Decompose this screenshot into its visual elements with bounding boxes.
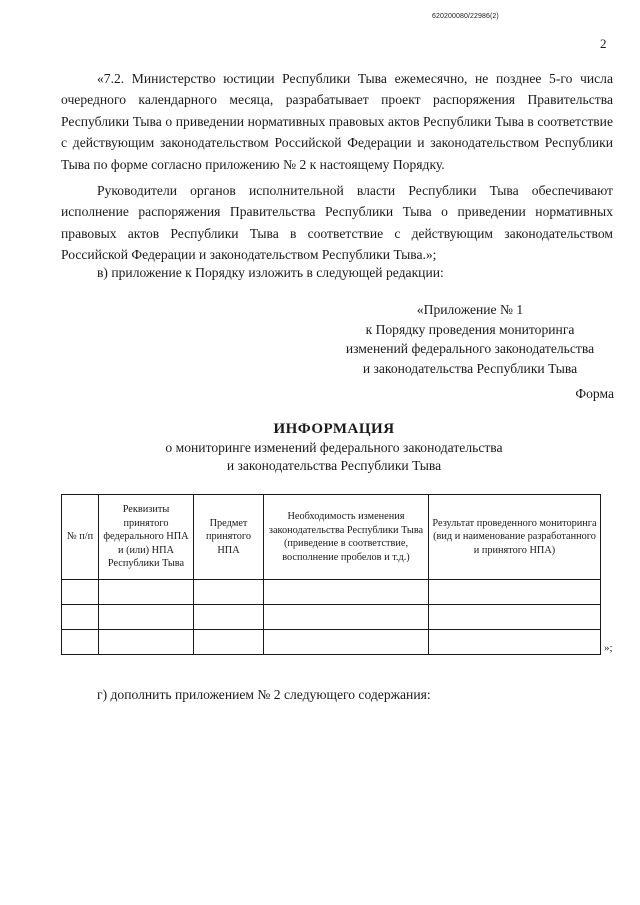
table-cell (264, 605, 429, 630)
annex-line: «Приложение № 1 (416, 302, 524, 317)
title-subline: и законодательства Республики Тыва (226, 458, 442, 473)
monitoring-table (61, 494, 601, 655)
table-cell (194, 580, 264, 605)
table-header-cell: Реквизиты принятого федерального НПА и (или) НПА Республики Тыва (99, 495, 194, 580)
table-header-cell: Результат проведенного мониторинга (вид и наименование разработанного и принятого НПА) (429, 495, 601, 580)
table-cell (99, 630, 194, 655)
table-cell (62, 605, 99, 630)
closing-quote: »; (604, 642, 613, 654)
table-cell (99, 580, 194, 605)
document-number: 620200080/22986(2) (432, 13, 499, 20)
table-header-cell: Необходимость изменения законодательства Республики Тыва (приведение в соответствие, восполнение пробелов и т.д.) (264, 495, 429, 580)
page-number: 2 (600, 36, 607, 51)
form-label: Форма (575, 386, 614, 401)
annex-reference (320, 300, 620, 378)
table-cell (429, 630, 601, 655)
annex-line: и законодательства Республики Тыва (362, 360, 578, 376)
table-row (62, 630, 601, 655)
annex-line: изменений федерального законодательства (345, 341, 595, 356)
table-cell (62, 630, 99, 655)
annex-line: к Порядку проведения мониторинга (365, 321, 575, 337)
table-header-row (62, 495, 601, 580)
paragraph-item-g: г) дополнить приложением № 2 следующего содержания: (97, 687, 431, 702)
table-row (62, 605, 601, 630)
paragraph-heads-obligation: Руководители органов исполнительной власти Республики Тыва обеспечивают исполнение распоряжения Правительства Республики Тыва о приведении нормативных правовых актов Республики Тыва в соответствие с действующим законодательством Российской Федерации и законодательством Республики Тыва.»; (61, 183, 613, 263)
table-cell (264, 580, 429, 605)
table-cell (99, 605, 194, 630)
paragraph-item-v: в) приложение к Порядку изложить в следующей редакции: (97, 265, 444, 280)
table-cell (264, 630, 429, 655)
title-subline: о мониторинге изменений федерального законодательства (165, 439, 503, 455)
table-row (62, 580, 601, 605)
table-cell (194, 605, 264, 630)
title-main: ИНФОРМАЦИЯ (273, 421, 395, 437)
table-header-cell: № п/п (62, 495, 99, 580)
table-cell (429, 580, 601, 605)
table-cell (194, 630, 264, 655)
table-cell (62, 580, 99, 605)
form-title (50, 420, 618, 476)
table-header-cell: Предмет принятого НПА (194, 495, 264, 580)
paragraph-7-2: «7.2. Министерство юстиции Республики Тыва ежемесячно, не позднее 5-го числа очередного календарного месяца, разрабатывает проект распоряжения Правительства Республики Тыва о приведении нормативных правовых актов Республики Тыва в соответствие с действующим законодательством Российской Федерации и законодательством Республики Тыва по форме согласно приложению № 2 к настоящему Порядку. (61, 71, 613, 172)
table-cell (429, 605, 601, 630)
